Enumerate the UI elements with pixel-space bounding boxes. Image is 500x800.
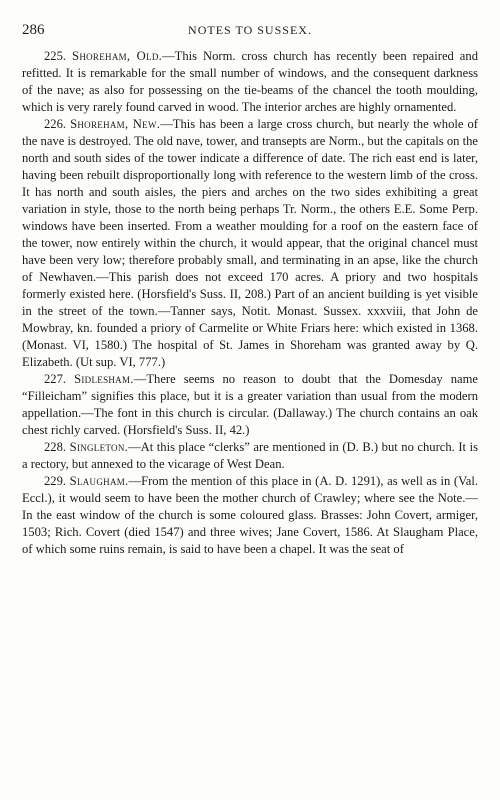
- page-body: [22, 48, 478, 558]
- entry-number: 226.: [44, 117, 67, 131]
- entry-number: 229.: [44, 474, 67, 488]
- entry-227: [22, 371, 478, 439]
- entry-text: —There seems no reason to doubt that the Domesday name “Filleicham” signifies this place, but it is a greater variation than usual from the modern appellation.—The font in this church is circular. (Dallaway.) The church contains an oak chest richly carved. (Horsfield's Suss. II, 42.): [22, 372, 478, 437]
- entry-heading: Shoreham, New.: [70, 117, 161, 131]
- entry-228: [22, 439, 478, 473]
- entry-225: [22, 48, 478, 116]
- entry-text: —This Norm. cross church has recently been repaired and refitted. It is remarkable for the small number of windows, and the consequent darkness of the nave; as also for possessing on the tie-beams of the chancel the tooth moulding, which is very rarely found carved in wood. The interior arches are highly ornamented.: [22, 49, 478, 114]
- entry-226: [22, 116, 478, 371]
- entry-number: 227.: [44, 372, 67, 386]
- entry-text: —From the mention of this place in (A. D. 1291), as well as in (Val. Eccl.), it would seem to have been the mother church of Crawley; where see the Note.—In the east window of the church is some coloured glass. Brasses: John Covert, armiger, 1503; Rich. Covert (died 1547) and three wives; Jane Covert, 1586. At Slaugham Place, of which some ruins remain, is said to have been a chapel. It was the seat of: [22, 474, 479, 556]
- entry-text: —This has been a large cross church, but nearly the whole of the nave is destroyed. The old nave, tower, and transepts are Norm., but the capitals on the north and south sides of the tower indicate a difference of date. The rich east end is later, having been rebuilt disproportionally long with reference to the western limb of the cross. It has north and south aisles, the piers and arches on the two sides exhibiting a great variation in style, those to the north being perhaps Tr. Norm., the others E.E. Some Perp. windows have been inserted. From a weather moulding for a roof on the eastern face of the tower, now entirely within the church, it would appear, that the original chancel must have been very low; therefore probably small, and terminating in an apse, like the church of Newhaven.—This parish does not exceed 170 acres. A priory and two hospitals formerly existed here. (Horsfield's Suss. II, 208.) Part of an ancient building is yet visible in the street of the town.—Tanner says, Notit. Monast. Sussex. xxxviii, that John de Mowbray, kn. founded a priory of Carmelite or White Friars here: which existed in 1368. (Monast. VI, 1580.) The hospital of St. James in Shoreham was granted away by Q. Elizabeth. (Ut sup. VI, 777.): [22, 117, 478, 369]
- entry-number: 225.: [44, 49, 67, 63]
- entry-heading: Singleton.: [69, 440, 129, 454]
- entry-text: —At this place “clerks” are mentioned in (D. B.) but no church. It is a rectory, but annexed to the vicarage of West Dean.: [22, 440, 478, 471]
- entry-number: 228.: [44, 440, 67, 454]
- entry-229: [22, 473, 478, 558]
- page-header: [22, 22, 478, 42]
- entry-heading: Slaugham.: [69, 474, 129, 488]
- running-head: NOTES TO SUSSEX.: [188, 23, 312, 37]
- entry-heading: Shoreham, Old.: [72, 49, 163, 63]
- entry-heading: Sidlesham.: [74, 372, 134, 386]
- page-number: 286: [22, 22, 45, 38]
